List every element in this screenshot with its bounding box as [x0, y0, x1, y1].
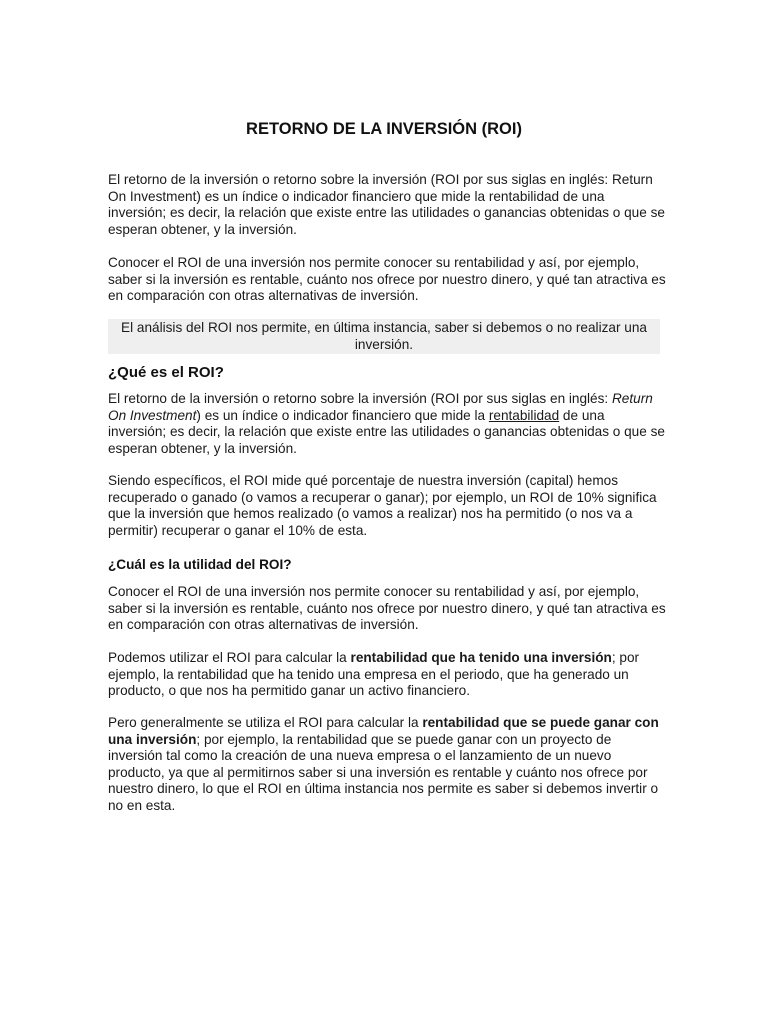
- text-run: de una inversión; es decir, la relación que existe entre las utilidades o ganancias obtenidas o que se esperan obtener, y la inversión.: [108, 407, 665, 456]
- section2-paragraph-3: [108, 715, 666, 814]
- bold-phrase: rentabilidad que se puede ganar con una inversión: [108, 715, 659, 747]
- section2-paragraph-1: Conocer el ROI de una inversión nos permite conocer su rentabilidad y así, por ejemplo, saber si la inversión es rentable, cuánto nos ofrece por nuestro dinero, y qué tan atractiva es en comparación con otras alternativas de inversión.: [108, 584, 666, 632]
- intro-paragraph-2: Conocer el ROI de una inversión nos permite conocer su rentabilidad y así, por ejemplo, saber si la inversión es rentable, cuánto nos ofrece por nuestro dinero, y qué tan atractiva es en comparación con otras alternativas de inversión.: [108, 255, 666, 303]
- italic-term: Return On Investment: [108, 391, 653, 423]
- page-title: RETORNO DE LA INVERSIÓN (ROI): [246, 120, 522, 138]
- section-heading-utilidad: ¿Cuál es la utilidad del ROI?: [108, 557, 292, 572]
- text-run: ; por ejemplo, la rentabilidad que se puede ganar con un proyecto de inversión tal como la creación de una nueva empresa o el lanzamiento de un nuevo producto, ya que al permitirnos saber si una inversión es rentable y cuánto nos ofrece por nuestro dinero, lo que el ROI en última instancia nos permite es saber si debemos invertir o no en esta.: [108, 731, 659, 813]
- text-run: Pero generalmente se utiliza el ROI para calcular la: [108, 715, 423, 730]
- section2-paragraph-2: [108, 650, 666, 700]
- text-run: El retorno de la inversión o retorno sobre la inversión (ROI por sus siglas en inglés:: [108, 391, 612, 406]
- section1-paragraph-1: [108, 391, 666, 457]
- bold-phrase: rentabilidad que ha tenido una inversión: [350, 650, 612, 665]
- text-run: Podemos utilizar el ROI para calcular la: [108, 650, 351, 665]
- callout-box: El análisis del ROI nos permite, en última instancia, saber si debemos o no realizar una inversión.: [108, 319, 660, 354]
- text-run: ; por ejemplo, la rentabilidad que ha tenido una empresa en el periodo, que ha generado un producto, o que nos ha permitido ganar un activo financiero.: [108, 650, 640, 698]
- text-run: ) es un índice o indicador financiero que mide la: [196, 407, 489, 423]
- intro-paragraph-1: El retorno de la inversión o retorno sobre la inversión (ROI por sus siglas en inglés: Return On Investment) es un índice o indicador financiero que mide la rentabilidad de una inversión; es decir, la relación que existe entre las utilidades o ganancias obtenidas o que se esperan obtener, y la inversión.: [108, 172, 665, 237]
- section-heading-que-es: ¿Qué es el ROI?: [108, 364, 224, 381]
- section1-paragraph-2: Siendo específicos, el ROI mide qué porcentaje de nuestra inversión (capital) hemos recuperado o ganado (o vamos a recuperar o ganar); por ejemplo, un ROI de 10% significa que la inversión que hemos realizado (o vamos a realizar) nos ha permitido (o nos va a permitir) recuperar o ganar el 10% de esta.: [108, 473, 657, 538]
- rentabilidad-link[interactable]: rentabilidad: [488, 407, 560, 423]
